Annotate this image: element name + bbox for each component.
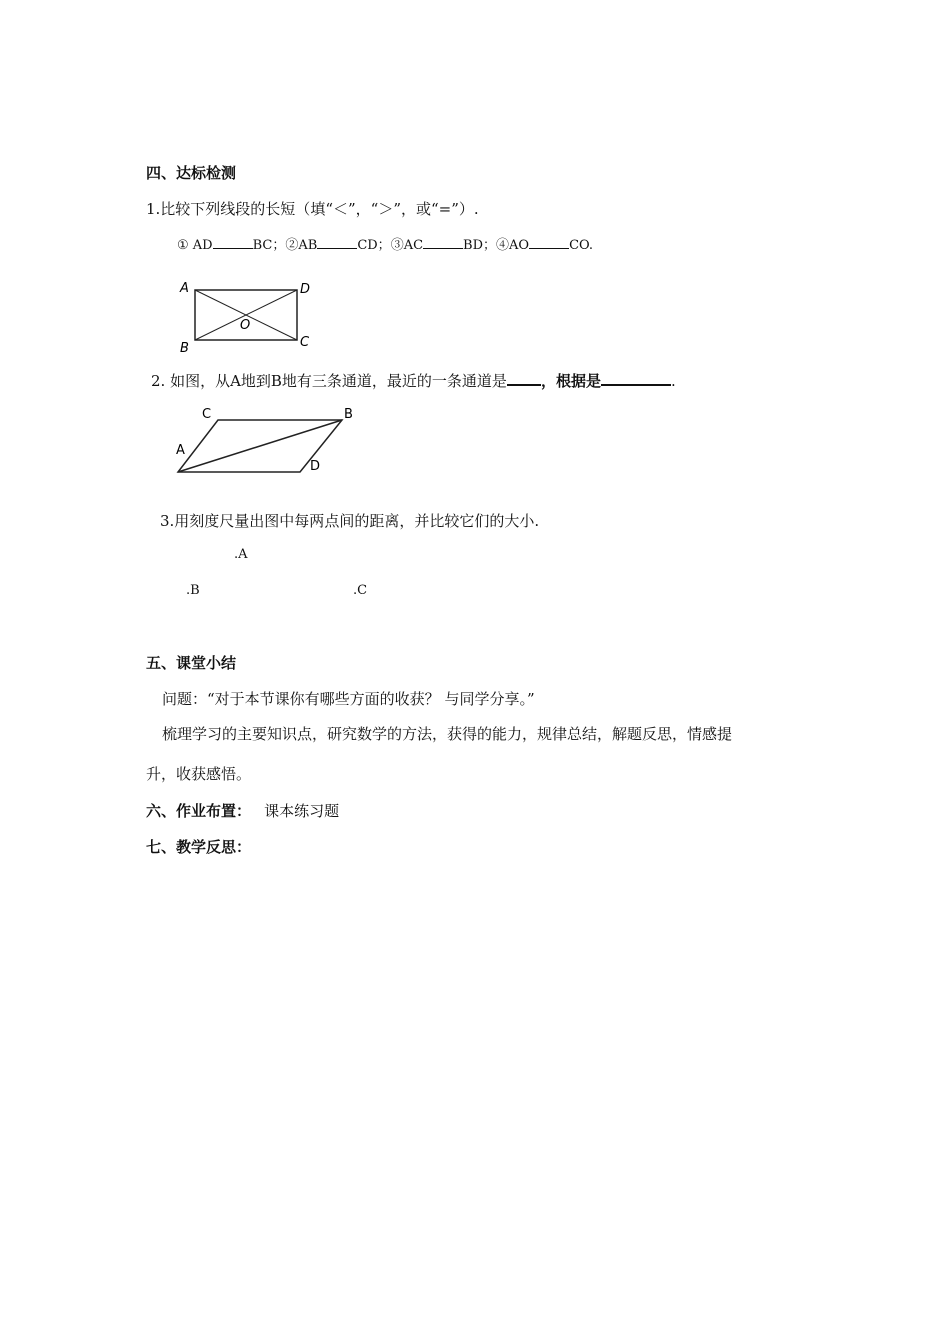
answer-blank-4[interactable] <box>529 236 569 249</box>
part-1-end: BC； <box>252 238 286 253</box>
question-2-part-a: 2. 如图，从A地到B地有三条通道，最近的一条通道是 <box>151 372 507 390</box>
point-b: .B <box>186 583 200 598</box>
question-3-text: 3.用刻度尺量出图中每两点间的距离，并比较它们的大小. <box>160 512 540 530</box>
part-3-label: ③AC <box>390 238 424 253</box>
label-b: B <box>344 407 353 422</box>
section-7-heading: 七、教学反思： <box>146 838 252 856</box>
question-2-part-b: ，根据是 <box>540 372 601 390</box>
part-2-end: CD； <box>357 238 391 253</box>
part-3-end: BD； <box>463 238 497 253</box>
section-5-heading: 五、课堂小结 <box>146 654 237 672</box>
part-4-end: CO. <box>569 238 594 253</box>
answer-blank-reason[interactable] <box>601 372 671 386</box>
question-2-text <box>151 370 676 391</box>
question-1-parts <box>177 234 593 253</box>
answer-blank-2[interactable] <box>317 236 357 249</box>
summary-line-2: 升，收获感悟。 <box>146 765 252 783</box>
question-1-text: 1.比较下列线段的长短（填“＜”，“＞”，或“=”）. <box>146 200 479 218</box>
section-6-heading: 六、作业布置： <box>146 802 252 820</box>
homework-row <box>146 800 339 821</box>
label-d: D <box>310 459 321 474</box>
label-a: A <box>180 281 189 296</box>
point-c: .C <box>353 583 368 598</box>
section-4-heading: 四、达标检测 <box>146 164 237 182</box>
label-o: O <box>240 318 251 333</box>
part-4-label: ④AO <box>496 238 530 253</box>
part-2-label: ②AB <box>285 238 318 253</box>
question-2-end: . <box>670 372 676 390</box>
point-a: .A <box>234 547 248 562</box>
rectangle-figure <box>170 275 330 360</box>
answer-blank-route[interactable] <box>507 372 541 386</box>
part-1-label: ① AD <box>177 238 213 253</box>
label-d: D <box>300 282 311 297</box>
label-a: A <box>176 443 185 458</box>
parallelogram-figure <box>170 402 370 477</box>
summary-question: 问题：“对于本节课你有哪些方面的收获？ 与同学分享。” <box>162 690 535 708</box>
label-b: B <box>180 341 189 356</box>
summary-line-1: 梳理学习的主要知识点，研究数学的方法，获得的能力，规律总结，解题反思，情感提 <box>162 725 733 743</box>
label-c: C <box>300 335 310 350</box>
answer-blank-3[interactable] <box>423 236 463 249</box>
answer-blank-1[interactable] <box>213 236 253 249</box>
label-c: C <box>202 407 212 422</box>
homework-content: 课本练习题 <box>264 802 340 820</box>
